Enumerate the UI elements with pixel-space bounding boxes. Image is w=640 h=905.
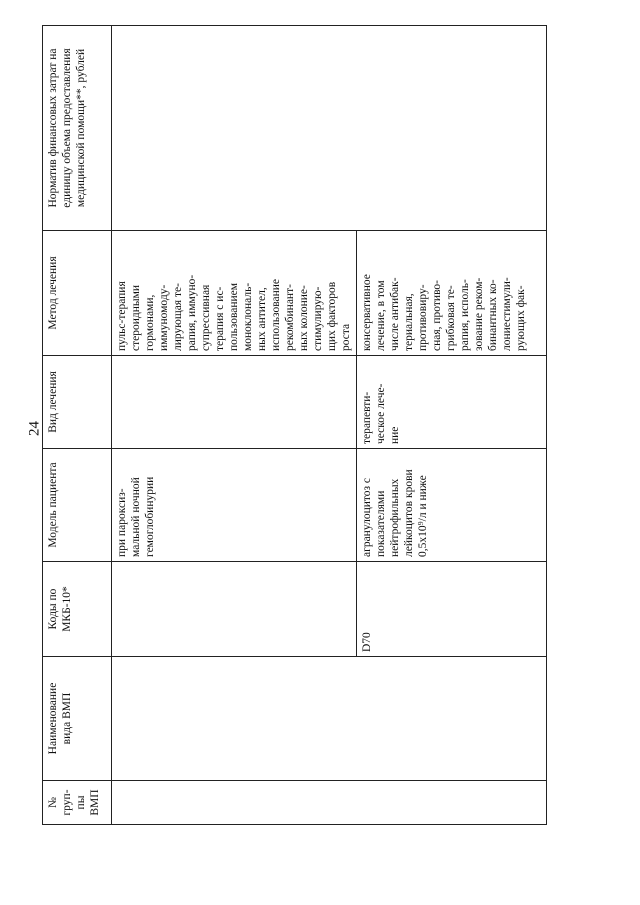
cell-name bbox=[112, 657, 547, 781]
cell-cost bbox=[112, 26, 547, 231]
cell-group bbox=[112, 781, 547, 825]
header-code: Коды по МКБ-10* bbox=[43, 562, 112, 657]
cell-method: консервативное лечение, в том числе антибак- териальная, противовиру- сная, противо- грибковая те- рапия, исполь- зование реком- бинантных ко- лониестимули- рующих фак- bbox=[357, 231, 547, 356]
page-number: 24 bbox=[26, 421, 43, 436]
cell-method: пульс-терапия стероидными гормонами, иммуномоду- лирующая те- рапия, иммуно- супрессивная терапия с ис- пользованием моноклональ- ных антител, использование рекомбинант- ных колоние- стимулирую- щих факторов роста bbox=[112, 231, 357, 356]
cell-treatment-type: терапевти- ческое лече- ние bbox=[357, 356, 547, 449]
vmp-table bbox=[42, 25, 547, 825]
cell-model: агранулоцитоз с показателями нейтрофильных лейкоцитов крови 0,5x10⁹/л и ниже bbox=[357, 449, 547, 562]
header-group: № груп- пы ВМП bbox=[43, 781, 112, 825]
table-header-row bbox=[43, 26, 112, 825]
document-table-sheet bbox=[42, 25, 547, 825]
header-model: Модель пациента bbox=[43, 449, 112, 562]
cell-code bbox=[112, 562, 357, 657]
header-method: Метод лечения bbox=[43, 231, 112, 356]
cell-code: D70 bbox=[357, 562, 547, 657]
header-cost: Норматив финансовых затрат на единицу объема предоставления медицинской помощи**, рублей bbox=[43, 26, 112, 231]
header-name: Наименование вида ВМП bbox=[43, 657, 112, 781]
table-row bbox=[112, 26, 357, 825]
cell-model: при пароксиз- мальной ночной гемоглобинурии bbox=[112, 449, 357, 562]
header-treatment-type: Вид лечения bbox=[43, 356, 112, 449]
cell-treatment-type bbox=[112, 356, 357, 449]
